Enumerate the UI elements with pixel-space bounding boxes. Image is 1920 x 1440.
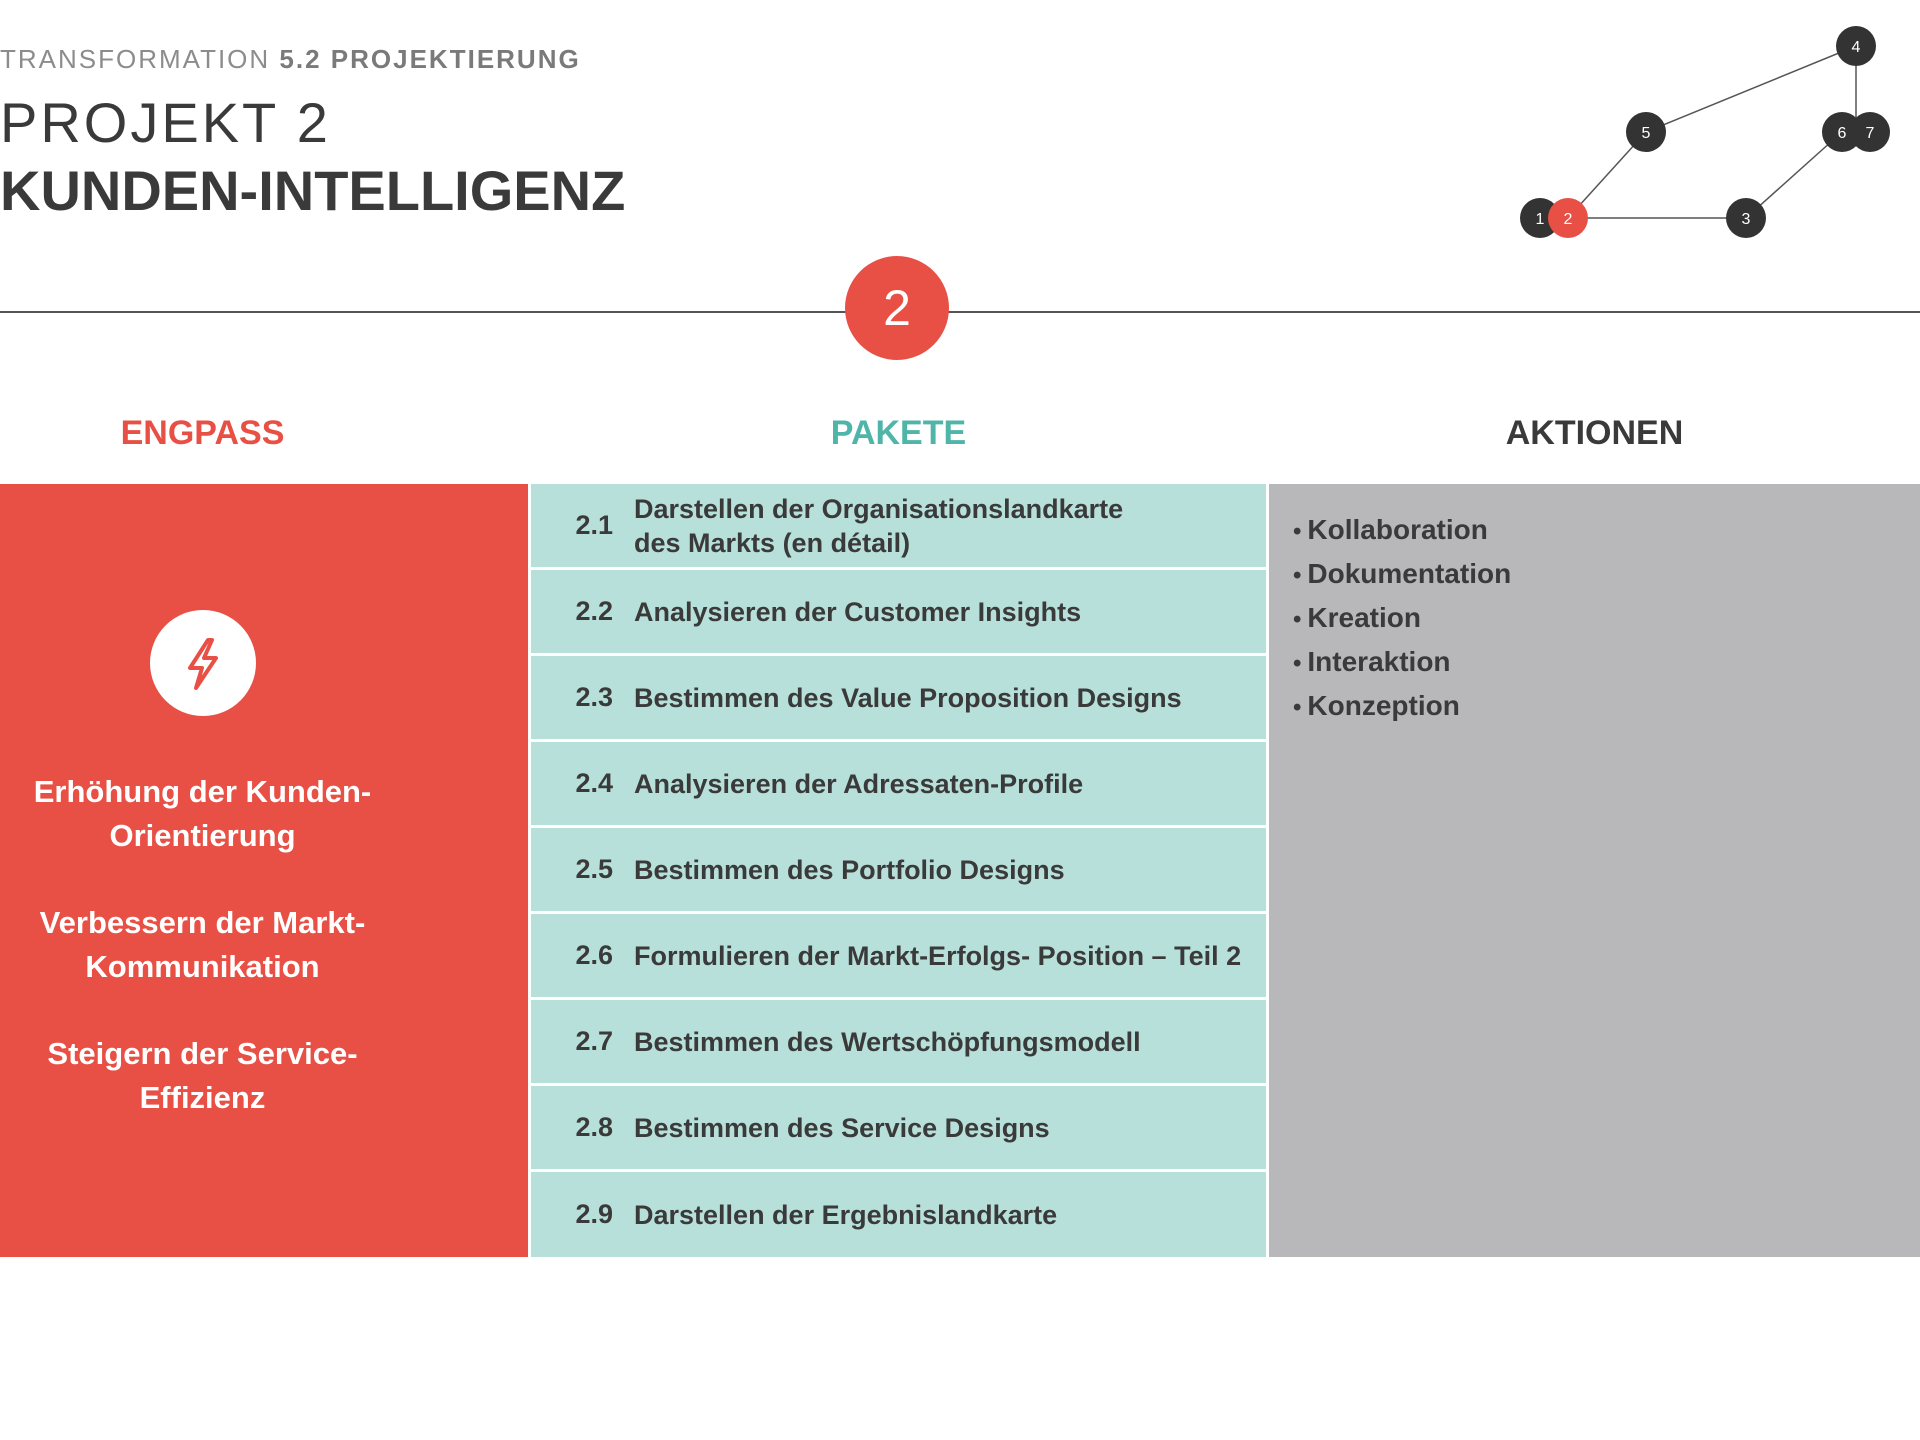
node-5-label: 5 bbox=[1641, 125, 1651, 142]
aktion-label: Kreation bbox=[1307, 602, 1421, 633]
node-4-label: 4 bbox=[1851, 39, 1861, 56]
paket-row[interactable] bbox=[531, 914, 1266, 997]
paket-number: 2.1 bbox=[575, 510, 613, 540]
project-network-map bbox=[1490, 20, 1900, 250]
paket-row[interactable] bbox=[531, 1000, 1266, 1083]
aktion-item: • Konzeption bbox=[1293, 690, 1460, 721]
column-heading-pakete: PAKETE bbox=[830, 414, 967, 452]
supertitle-light: TRANSFORMATION bbox=[0, 44, 271, 74]
engpass-item: Erhöhung der Kunden-Orientierung bbox=[33, 774, 372, 853]
aktion-label: Konzeption bbox=[1307, 690, 1460, 721]
node-2-label: 2 bbox=[1563, 211, 1573, 228]
aktion-label: Interaktion bbox=[1307, 646, 1451, 677]
node-7-label: 7 bbox=[1865, 125, 1875, 142]
engpass-item: Steigern der Service-Effizienz bbox=[47, 1036, 358, 1115]
paket-number: 2.9 bbox=[575, 1199, 613, 1229]
paket-number: 2.8 bbox=[575, 1112, 613, 1142]
paket-row[interactable] bbox=[531, 1086, 1266, 1169]
paket-label: Analysieren der Customer Insights bbox=[634, 596, 1082, 627]
node-6-label: 6 bbox=[1837, 125, 1847, 142]
paket-row[interactable] bbox=[531, 828, 1266, 911]
paket-row[interactable] bbox=[531, 484, 1266, 567]
lightning-icon bbox=[150, 610, 256, 716]
paket-label: Darstellen der Ergebnislandkarte bbox=[634, 1199, 1058, 1230]
aktion-label: Dokumentation bbox=[1307, 558, 1512, 589]
paket-label: Bestimmen des Portfolio Designs bbox=[634, 854, 1065, 885]
paket-row[interactable] bbox=[531, 1172, 1266, 1257]
paket-label: Bestimmen des Service Designs bbox=[634, 1112, 1050, 1143]
paket-label: Bestimmen des Wertschöpfungsmodell bbox=[634, 1026, 1141, 1057]
pakete-list bbox=[531, 484, 1266, 1257]
paket-number: 2.3 bbox=[575, 682, 613, 712]
aktionen-panel bbox=[1269, 484, 1920, 1257]
aktion-item: • Dokumentation bbox=[1293, 558, 1512, 589]
paket-row[interactable] bbox=[531, 570, 1266, 653]
node-3-label: 3 bbox=[1741, 211, 1751, 228]
engpass-item: Verbessern der Markt-Kommunikation bbox=[39, 905, 366, 984]
paket-label: Formulieren der Markt-Erfolgs- Position – Teil 2 bbox=[634, 940, 1242, 971]
aktion-item: • Interaktion bbox=[1293, 646, 1451, 677]
page-subtitle: KUNDEN-INTELLIGENZ bbox=[0, 159, 626, 222]
aktion-label: Kollaboration bbox=[1307, 514, 1488, 545]
aktion-item: • Kollaboration bbox=[1293, 514, 1488, 545]
supertitle-bold: 5.2 PROJEKTIERUNG bbox=[279, 44, 581, 74]
paket-label: Analysieren der Adressaten-Profile bbox=[634, 768, 1084, 799]
paket-row[interactable] bbox=[531, 656, 1266, 739]
paket-number: 2.5 bbox=[575, 854, 613, 884]
bolt-badge bbox=[150, 610, 256, 716]
paket-number: 2.4 bbox=[575, 768, 613, 798]
paket-label: Darstellen der Organisationslandkarte des Markts (en détail) bbox=[634, 493, 1124, 558]
divider bbox=[0, 311, 1920, 313]
paket-label: Bestimmen des Value Proposition Designs bbox=[634, 682, 1182, 713]
node-1-label: 1 bbox=[1535, 211, 1545, 228]
engpass-panel bbox=[0, 484, 528, 1257]
paket-row[interactable] bbox=[531, 742, 1266, 825]
column-heading-engpass: ENGPASS bbox=[120, 414, 285, 452]
page-title: PROJEKT 2 bbox=[0, 91, 331, 154]
project-number-badge: 2 bbox=[845, 256, 949, 360]
aktion-item: • Kreation bbox=[1293, 602, 1421, 633]
edge-5-4 bbox=[1646, 46, 1856, 132]
paket-number: 2.2 bbox=[575, 596, 613, 626]
column-heading-aktionen: AKTIONEN bbox=[1505, 414, 1684, 452]
paket-number: 2.7 bbox=[575, 1026, 613, 1056]
paket-number: 2.6 bbox=[575, 940, 613, 970]
